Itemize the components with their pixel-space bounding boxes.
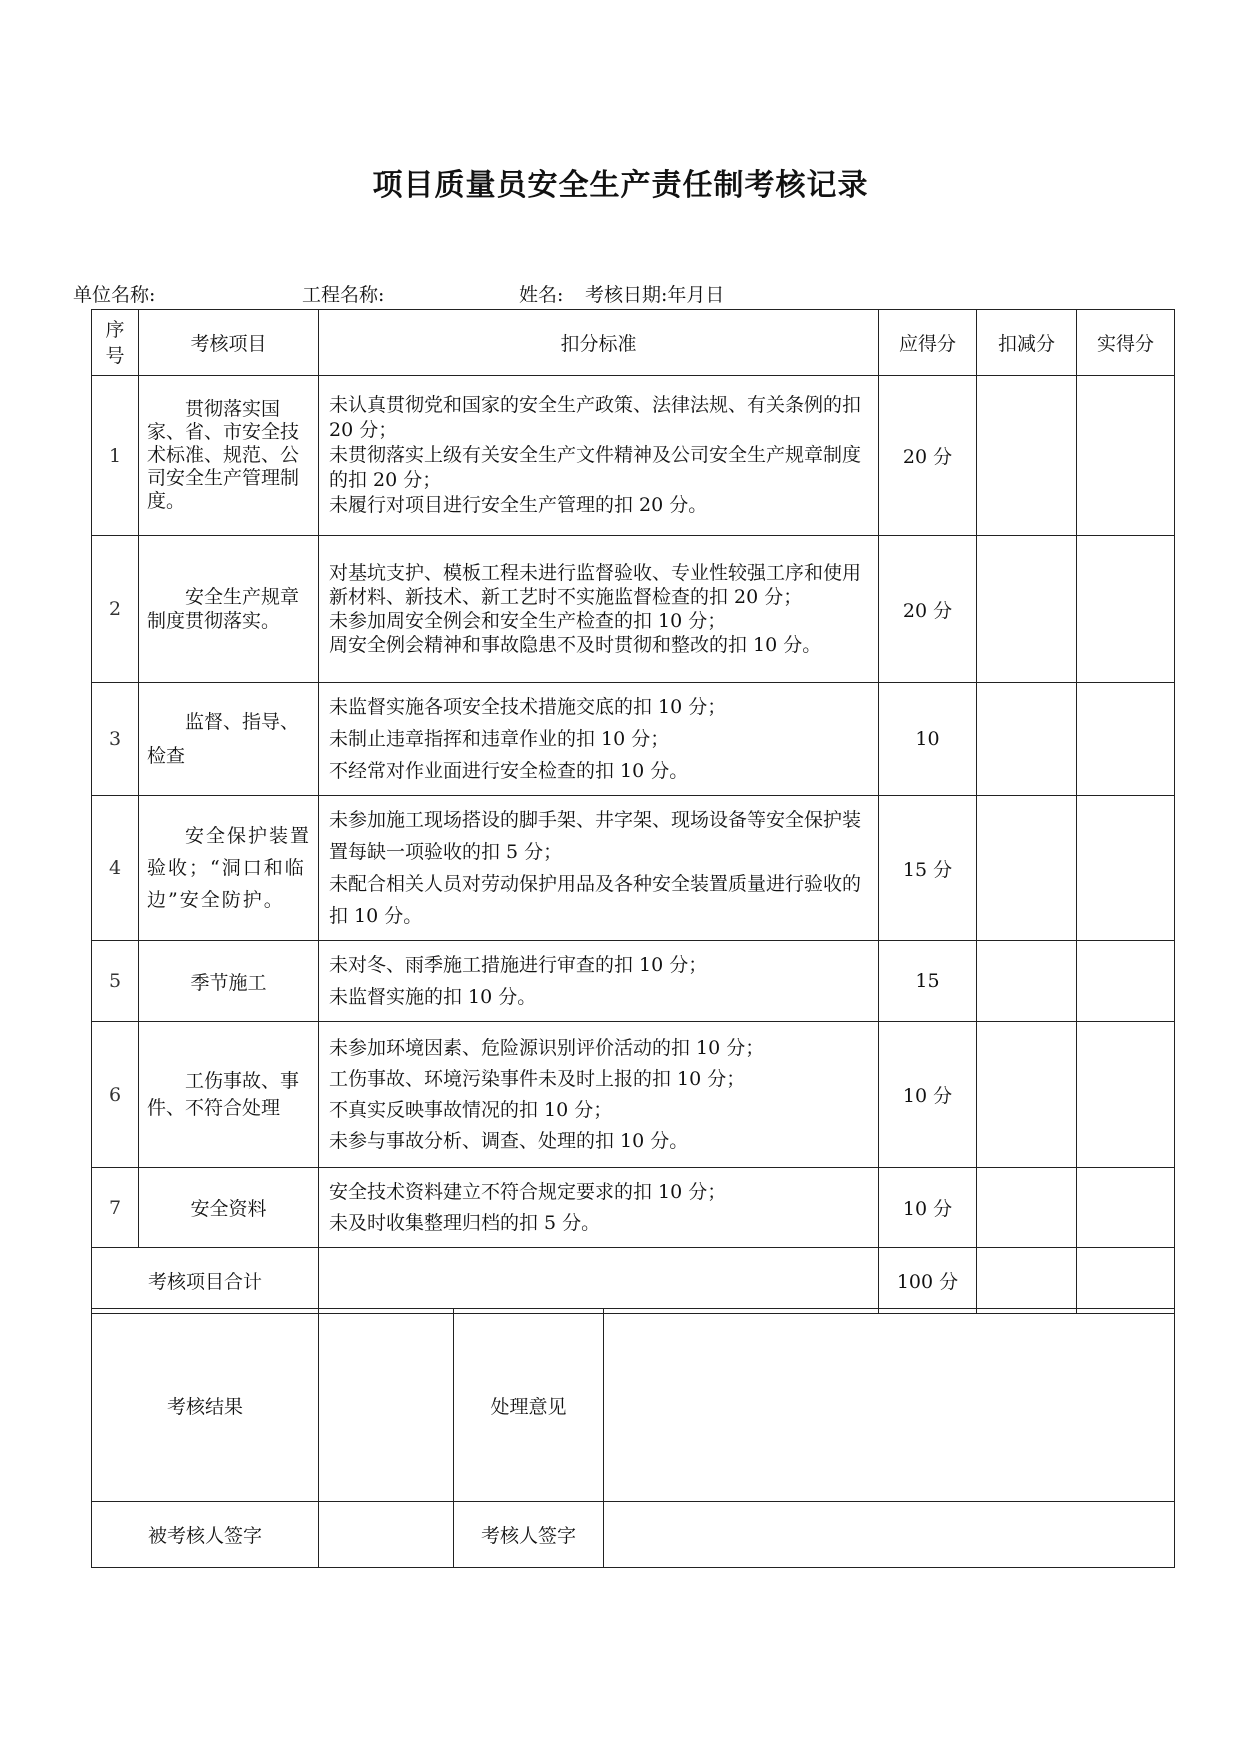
row-actual-score[interactable]: [1077, 941, 1175, 1022]
criteria-line: 周安全例会精神和事故隐患不及时贯彻和整改的扣 10 分。: [329, 634, 822, 656]
assessment-table: [91, 309, 1175, 1314]
row-deducted-score[interactable]: [977, 376, 1077, 536]
total-label: 考核项目合计: [92, 1248, 319, 1314]
row-deducted-score[interactable]: [977, 536, 1077, 683]
result-table: [91, 1308, 1175, 1568]
row-expected-score: 15: [879, 941, 977, 1022]
row-criteria: [319, 683, 879, 796]
criteria-line: 未监督实施的扣 10 分。: [329, 986, 537, 1008]
table-row: [92, 796, 1175, 941]
project-name-label: 工程名称:: [302, 284, 385, 306]
row-actual-score[interactable]: [1077, 376, 1175, 536]
criteria-line: 未认真贯彻党和国家的安全生产政策、法律法规、有关条例的扣 20 分；: [329, 394, 862, 441]
table-row: [92, 376, 1175, 536]
row-expected-score: 20 分: [879, 536, 977, 683]
row-deducted-score[interactable]: [977, 796, 1077, 941]
row-deducted-score[interactable]: [977, 1022, 1077, 1168]
criteria-line: 未参加周安全例会和安全生产检查的扣 10 分；: [329, 610, 727, 632]
row-actual-score[interactable]: [1077, 1022, 1175, 1168]
criteria-line: 未监督实施各项安全技术措施交底的扣 10 分；: [329, 696, 727, 718]
row-criteria: [319, 536, 879, 683]
row-item: 季节施工: [139, 941, 319, 1022]
signature-row: [92, 1502, 1175, 1568]
criteria-line: 未参与事故分析、调查、处理的扣 10 分。: [329, 1129, 689, 1152]
row-seq: 1: [92, 376, 139, 536]
row-item: 工伤事故、事件、不符合处理: [139, 1022, 319, 1168]
row-seq: 6: [92, 1022, 139, 1168]
unit-name-label: 单位名称:: [73, 284, 156, 306]
row-seq: 4: [92, 796, 139, 941]
table-row: [92, 683, 1175, 796]
row-actual-score[interactable]: [1077, 1168, 1175, 1248]
row-item: 监督、指导、检查: [139, 683, 319, 796]
row-item: 安全资料: [139, 1168, 319, 1248]
total-criteria-cell: [319, 1248, 879, 1314]
row-item: 安全生产规章制度贯彻落实。: [139, 536, 319, 683]
criteria-line: 未配合相关人员对劳动保护用品及各种安全装置质量进行验收的扣 10 分。: [329, 873, 862, 927]
criteria-line: 未参加环境因素、危险源识别评价活动的扣 10 分；: [329, 1036, 765, 1059]
examiner-signature-field[interactable]: [604, 1502, 1175, 1568]
row-deducted-score[interactable]: [977, 941, 1077, 1022]
row-deducted-score[interactable]: [977, 1168, 1077, 1248]
criteria-line: 不真实反映事故情况的扣 10 分；: [329, 1098, 613, 1121]
table-row: [92, 941, 1175, 1022]
header-criteria: 扣分标准: [319, 310, 879, 376]
row-expected-score: 10 分: [879, 1168, 977, 1248]
row-item: 安全保护装置验收；“洞口和临边”安全防护。: [139, 796, 319, 941]
total-deducted-score[interactable]: [977, 1248, 1077, 1314]
row-actual-score[interactable]: [1077, 536, 1175, 683]
row-actual-score[interactable]: [1077, 796, 1175, 941]
row-seq: 5: [92, 941, 139, 1022]
row-criteria: [319, 1022, 879, 1168]
opinion-field[interactable]: [604, 1309, 1175, 1502]
row-seq: 3: [92, 683, 139, 796]
header-seq-line2: 号: [105, 344, 125, 367]
examinee-signature-label: 被考核人签字: [92, 1502, 319, 1568]
row-item: 贯彻落实国家、省、市安全技术标准、规范、公司安全生产管理制度。: [139, 376, 319, 536]
row-actual-score[interactable]: [1077, 683, 1175, 796]
total-expected-score: 100 分: [879, 1248, 977, 1314]
row-criteria: [319, 1168, 879, 1248]
row-deducted-score[interactable]: [977, 683, 1077, 796]
criteria-line: 未对冬、雨季施工措施进行审查的扣 10 分；: [329, 954, 708, 976]
document-title: 项目质量员安全生产责任制考核记录: [372, 168, 869, 203]
table-row: [92, 1022, 1175, 1168]
header-actual-score: 实得分: [1077, 310, 1175, 376]
row-expected-score: 10 分: [879, 1022, 977, 1168]
row-criteria: [319, 796, 879, 941]
header-item: 考核项目: [139, 310, 319, 376]
row-seq: 2: [92, 536, 139, 683]
criteria-line: 工伤事故、环境污染事件未及时上报的扣 10 分；: [329, 1067, 746, 1090]
row-criteria: [319, 376, 879, 536]
result-label: 考核结果: [92, 1309, 319, 1502]
row-criteria: [319, 941, 879, 1022]
criteria-line: 安全技术资料建立不符合规定要求的扣 10 分；: [329, 1180, 727, 1203]
header-deducted-score: 扣减分: [977, 310, 1077, 376]
header-seq: [92, 310, 139, 376]
person-name-label: 姓名:: [519, 284, 564, 306]
criteria-line: 未制止违章指挥和违章作业的扣 10 分；: [329, 728, 670, 750]
criteria-line: 未参加施工现场搭设的脚手架、井字架、现场设备等安全保护装置每缺一项验收的扣 5 分；: [329, 809, 862, 863]
criteria-line: 对基坑支护、模板工程未进行监督验收、专业性较强工序和使用新材料、新技术、新工艺时不实施监督检查的扣 20 分；: [329, 562, 862, 608]
row-seq: 7: [92, 1168, 139, 1248]
header-seq-line1: 序: [105, 318, 125, 341]
examinee-signature-field[interactable]: [319, 1502, 454, 1568]
criteria-line: 未贯彻落实上级有关安全生产文件精神及公司安全生产规章制度的扣 20 分；: [329, 444, 862, 491]
table-row: [92, 1168, 1175, 1248]
criteria-line: 未及时收集整理归档的扣 5 分。: [329, 1211, 601, 1234]
header-expected-score: 应得分: [879, 310, 977, 376]
row-expected-score: 15 分: [879, 796, 977, 941]
opinion-label: 处理意见: [454, 1309, 604, 1502]
result-field[interactable]: [319, 1309, 454, 1502]
row-expected-score: 20 分: [879, 376, 977, 536]
assessment-date-label: 考核日期:年月日: [585, 284, 725, 306]
total-row: [92, 1248, 1175, 1314]
examiner-signature-label: 考核人签字: [454, 1502, 604, 1568]
table-header-row: [92, 310, 1175, 376]
total-actual-score[interactable]: [1077, 1248, 1175, 1314]
row-expected-score: 10: [879, 683, 977, 796]
criteria-line: 未履行对项目进行安全生产管理的扣 20 分。: [329, 494, 708, 516]
criteria-line: 不经常对作业面进行安全检查的扣 10 分。: [329, 760, 689, 782]
result-row: [92, 1309, 1175, 1502]
table-row: [92, 536, 1175, 683]
